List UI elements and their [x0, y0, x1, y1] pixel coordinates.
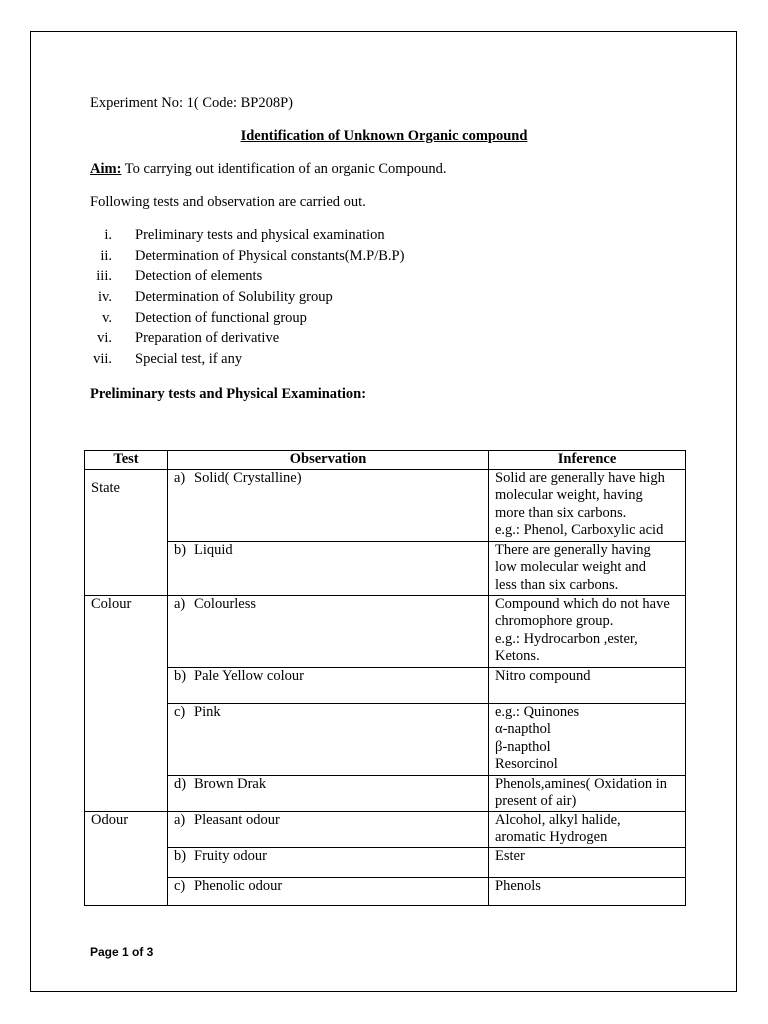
inference-cell — [489, 877, 686, 905]
table-body — [85, 469, 686, 905]
inference-line: Ketons. — [495, 648, 540, 664]
observation-label: a) — [174, 595, 186, 612]
table-header-row — [85, 451, 686, 470]
inference-line: e.g.: Quinones — [495, 703, 580, 720]
observation-label: c) — [174, 877, 186, 894]
table-row — [85, 877, 686, 905]
observation-text: Pleasant odour — [194, 811, 280, 828]
test-cell — [85, 595, 168, 811]
experiment-number: Experiment No: 1( Code: BP208P) — [90, 95, 293, 111]
test-name: Colour — [91, 595, 132, 612]
inference-line: Phenols,amines( Oxidation in — [495, 775, 667, 792]
observation-cell — [168, 847, 489, 877]
inference-cell — [489, 811, 686, 847]
aim-line — [90, 160, 446, 178]
observation-label: a) — [174, 811, 186, 828]
observation-label: b) — [174, 847, 187, 864]
observation-cell — [168, 595, 489, 667]
test-name: Odour — [91, 811, 129, 828]
inference-line: β-napthol — [495, 738, 551, 755]
table-row — [85, 775, 686, 811]
inference-line: present of air) — [495, 793, 577, 809]
observation-text: Pale Yellow colour — [194, 667, 304, 684]
test-name: State — [91, 479, 120, 496]
observation-cell — [168, 541, 489, 595]
observation-cell — [168, 469, 489, 541]
inference-line: Nitro compound — [495, 667, 591, 684]
observation-text: Liquid — [194, 541, 233, 558]
table-row — [85, 541, 686, 595]
observation-label: a) — [174, 469, 186, 486]
section-heading: Preliminary tests and Physical Examination: — [90, 386, 367, 402]
table-row — [85, 667, 686, 703]
document-title: Identification of Unknown Organic compound — [240, 128, 528, 144]
observation-cell — [168, 667, 489, 703]
inference-line: e.g.: Phenol, Carboxylic acid — [495, 522, 664, 538]
intro-text: Following tests and observation are carried out. — [90, 194, 366, 210]
test-cell — [85, 469, 168, 595]
inference-line: Alcohol, alkyl halide, — [495, 811, 621, 828]
inference-line: Compound which do not have — [495, 595, 670, 612]
inference-cell — [489, 541, 686, 595]
column-header-observation: Observation — [168, 451, 489, 470]
inference-cell — [489, 667, 686, 703]
aim-text: To carrying out identification of an organic Compound. — [121, 161, 447, 177]
inference-cell — [489, 847, 686, 877]
inference-cell — [489, 469, 686, 541]
observation-label: b) — [174, 541, 187, 558]
inference-cell — [489, 775, 686, 811]
aim-label: Aim: — [90, 161, 122, 177]
inference-line: α-napthol — [495, 721, 551, 737]
inference-line: There are generally having — [495, 541, 651, 558]
table-row — [85, 811, 686, 847]
observation-label: d) — [174, 775, 187, 792]
inference-line: chromophore group. — [495, 613, 614, 629]
observation-cell — [168, 877, 489, 905]
table-row — [85, 595, 686, 667]
inference-cell — [489, 703, 686, 775]
inference-line: more than six carbons. — [495, 504, 627, 521]
inference-line: less than six carbons. — [495, 576, 619, 593]
inference-line: e.g.: Hydrocarbon ,ester, — [495, 630, 638, 647]
inference-line: Resorcinol — [495, 756, 558, 772]
inference-line: Ester — [495, 847, 525, 864]
observation-label: b) — [174, 667, 187, 684]
observation-text: Brown Drak — [194, 775, 267, 792]
test-cell — [85, 811, 168, 905]
observation-cell — [168, 703, 489, 775]
table-row — [85, 469, 686, 541]
observation-text: Solid( Crystalline) — [194, 469, 302, 486]
table-row — [85, 703, 686, 775]
observation-text: Phenolic odour — [194, 877, 283, 894]
inference-line: molecular weight, having — [495, 487, 643, 503]
inference-cell — [489, 595, 686, 667]
table-row — [85, 847, 686, 877]
observation-text: Pink — [194, 703, 221, 720]
observation-table — [84, 450, 686, 906]
observation-cell — [168, 811, 489, 847]
column-header-test: Test — [85, 451, 168, 470]
inference-line: Phenols — [495, 877, 541, 894]
inference-line: Solid are generally have high — [495, 469, 665, 486]
observation-cell — [168, 775, 489, 811]
column-header-inference: Inference — [489, 451, 686, 470]
observation-text: Colourless — [194, 595, 257, 612]
inference-line: low molecular weight and — [495, 559, 646, 575]
inference-line: aromatic Hydrogen — [495, 829, 608, 845]
page-number: Page 1 of 3 — [90, 945, 154, 959]
observation-label: c) — [174, 703, 186, 720]
observation-text: Fruity odour — [194, 847, 267, 864]
